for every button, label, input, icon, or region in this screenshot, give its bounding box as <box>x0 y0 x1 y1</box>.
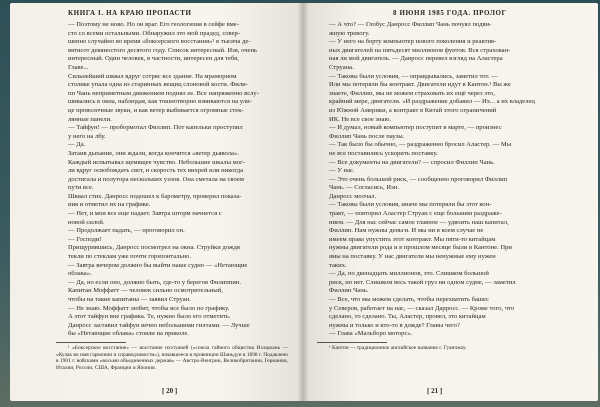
text-line: новой силой. <box>68 218 105 226</box>
text-line: — Да, но если оно, должно быть, где-то у берегов Филиппин. <box>68 278 242 286</box>
text-line: Струана. <box>329 63 354 71</box>
text-line: знаете, Филлип, мы не можем страховать их ещё через это, <box>329 89 495 97</box>
text-line: Чань. — Согласись, Иэн. <box>329 184 400 192</box>
text-line: — У него на борту компьютер нового поколения и реактив- <box>329 38 497 46</box>
text-line: лянные панели. <box>68 115 112 123</box>
text-line: Шквал стих. Данросс подошел к барометру, проверил показа- <box>68 192 242 200</box>
book-gutter <box>297 3 309 401</box>
text-line: — Завтра вечером должно бы выйти наше судно — «Нетающие <box>68 261 248 269</box>
text-line: А этот тайфун вне графика. Те, нужно было его отметить. <box>68 313 231 321</box>
text-line: не все поставились ускорить поставку. <box>329 149 438 157</box>
text-line: Капитан Моффатт — человек сильно осмотрительный, <box>68 287 223 295</box>
text-line: риск, но нет. Слишком весь такой груз ни одном судне, — заметил <box>329 278 516 286</box>
text-line: Затаив дыхание, они ждали, когда кончится «ветер дьявола». <box>68 149 239 157</box>
text-line: Филлип. Нам нужны деньги. И мы ни в коем случае не <box>329 227 484 235</box>
left-page-body <box>56 21 288 371</box>
left-page-header: КНИГА I. НА КРАЮ ПРОПАСТИ <box>68 9 192 17</box>
right-page <box>303 3 598 401</box>
text-line: облака». <box>68 270 92 278</box>
text-line: — И думал, новый компьютер поступит в марте, — произнес <box>329 124 502 132</box>
text-line: ния и отметил их на графике. <box>68 201 151 209</box>
text-line: бы «Нетающие облака» стояли на приколе. <box>68 330 189 338</box>
text-line: — Все, что мы можем сделать, чтобы перехватить башес <box>329 296 489 303</box>
left-page-footnote: ¹ «Боксерское восстание» — восстание ихэтуаней («союза тайного общества Ихэцюань — «Кулак во имя гармонии и справедливости»), начавшееся в провинции Шаньдун в 1898 г. Подавлено в 1901 г. войсками «восьми объединенных держав» — Австро-Венгрии, Великобритании, Германии, Италии, России, США, Франции и Японии. <box>56 344 288 371</box>
footnote-divider <box>317 342 387 343</box>
right-page-text <box>317 21 557 339</box>
left-page-text <box>56 21 288 339</box>
text-line: имеем права упустить этот контракт. Мы пяти-то китайцам <box>329 235 496 243</box>
text-line: шенно случайно во время «боксерского восстания»¹ в тысяча де- <box>68 38 251 46</box>
text-line: таких. <box>329 261 347 269</box>
text-line: ИК. Не все свое знаю. <box>329 115 392 123</box>
text-line: крайний мере, двигатели. «И раздражение добавил — Их... а их владелец <box>329 98 535 106</box>
text-line: — Поэтому не ново. Но он враг. Его геологизия в сейфе вме- <box>68 21 239 28</box>
text-line: нужны и только и кто-то в дожде? Главы чего? <box>329 321 460 329</box>
text-line: — Господи! <box>68 235 102 243</box>
text-line: сто со всеми остальными. Обнаружил это мой прадед, совер- <box>68 29 241 37</box>
text-line: — Глава «Мальборо моторс». <box>329 330 413 338</box>
text-line: шивались в окна, наблюдая, как тошнотворно взвиваются на ули- <box>68 98 252 106</box>
text-line: жную тревогу. <box>329 29 370 37</box>
text-line: — Все документы на двигатели? — спросил Филлип Чань. <box>329 158 495 166</box>
text-line: — Не знаю. Моффатт любит, чтобы все было по графику. <box>68 304 230 312</box>
text-line: достигала и полутора нескольких узлов. Она сметала на своем <box>68 175 244 183</box>
left-page-number: [ 20 ] <box>162 387 178 395</box>
right-page-number: [ 21 ] <box>427 387 443 395</box>
text-line: — Да. <box>68 141 86 149</box>
text-line: у него на лбу. <box>68 132 106 140</box>
footnote-divider <box>56 342 126 343</box>
text-line: Каждый испытывал щемящее чувство. Небольшие шкалы мог- <box>68 158 246 166</box>
text-line: Данросс молчал. <box>329 192 377 200</box>
left-page <box>10 3 303 401</box>
text-line: — Нет, и мои все еще падает. Завтра шторм начнется с <box>68 210 222 218</box>
text-line: Или мы потеряли бы контракт. Двигатели идут в Кантон.¹ Вы же <box>329 81 511 89</box>
text-line: ная ли мой двигатель. — Данросс перевел взгляд на Аластера <box>329 55 503 63</box>
text-line: нием. — Для нас сейчас самое главное — удвоить наш капитал, <box>329 218 509 226</box>
text-line: у Северов, работает на нас, — сказал Дарросс. — Кроме того, что <box>329 304 515 312</box>
text-line: — Таковы были условия, — оправдывались, заметил тот. — <box>329 72 498 80</box>
text-line: пп Чань неприметным движением поднял ее. Все напряженно вслу- <box>68 89 259 97</box>
text-line: — Тайфун! — пробормотал Филлип. Пот капельки проступил <box>68 124 243 132</box>
text-line: сделано, то сделано. Ты, Аластер, провел, это китайцам <box>329 313 486 321</box>
text-line: текли по стеклам уже почти горизонтально. <box>68 253 191 261</box>
text-line: Главе... <box>68 63 89 71</box>
text-line: — Да, по двенадцать миллионов, это. Слишком большой <box>329 270 489 278</box>
text-line: — Продолжает падать, — проговорил он. <box>68 227 185 235</box>
text-line: Филлип Чань после паузы. <box>329 132 405 140</box>
text-line: пути все. <box>68 184 94 192</box>
text-line: — У нас. <box>329 167 355 175</box>
text-line: нужны двигатели рода и в прошлом месяце были в Кантоне. При <box>329 244 512 252</box>
text-line: це проволочные звуки, и как ветер выбивается огромные стек- <box>68 106 244 114</box>
text-line: из Южной Америки, а контракт в Китай этого ограничений <box>329 106 497 114</box>
text-line: чтобы на такие капитаны — заявил Струан. <box>68 296 191 303</box>
right-page-header: 8 ИЮНЯ 1985 ГОДА. ПРОЛОГ <box>393 9 507 17</box>
text-line: — Таковы были условия, иначе мы потеряли бы этот кон- <box>329 201 492 209</box>
text-line: ямы на поставку. У нас двигатели мы ненужные ему нужен <box>329 253 496 261</box>
text-line: — Это очень большой риск, — сообщенно проговорил Филлип <box>329 175 508 183</box>
open-book <box>10 3 598 405</box>
right-page-footnote: ¹ Кантон — традиционное английское название г. Гуанчжоу. <box>329 344 467 351</box>
right-page-body <box>317 21 557 352</box>
text-line: интересный. Один человек, в частности, интересен для тебя, <box>68 55 239 63</box>
text-line: — А что? — Глобус Данросс Филлип Чань почуял подви- <box>329 21 492 28</box>
text-line: Данросс заставил тайфун вечно небольшими гилтами. — Лучше <box>68 321 250 329</box>
text-line: тракт, — повторил Аластер Струан с еще большим раздраже- <box>329 210 502 218</box>
text-line: вятисот девяностого десятого году. Список интересный. Изя, очень <box>68 46 257 54</box>
text-line: столике упала одна из старинных вещиц слоновой кости. Фили- <box>68 81 248 89</box>
text-line: ных двигателей на пятьдесят миллионов фунтов. Вся страхован- <box>329 46 511 54</box>
text-line: — Так было бы обычно, — раздраженно бросил Аластер. — Мы <box>329 141 512 149</box>
text-line: ли вдруг освобождать свет, и скорость тех вихрей или никогда <box>68 167 244 175</box>
text-line: Прищурившись, Данросс посмотрел на окна. Струйки дождя <box>68 244 240 252</box>
text-line: Филлип Чань. <box>329 287 369 295</box>
text-line: Сильнейший шквал вдруг сотряс все здание. На мраморном <box>68 72 237 80</box>
